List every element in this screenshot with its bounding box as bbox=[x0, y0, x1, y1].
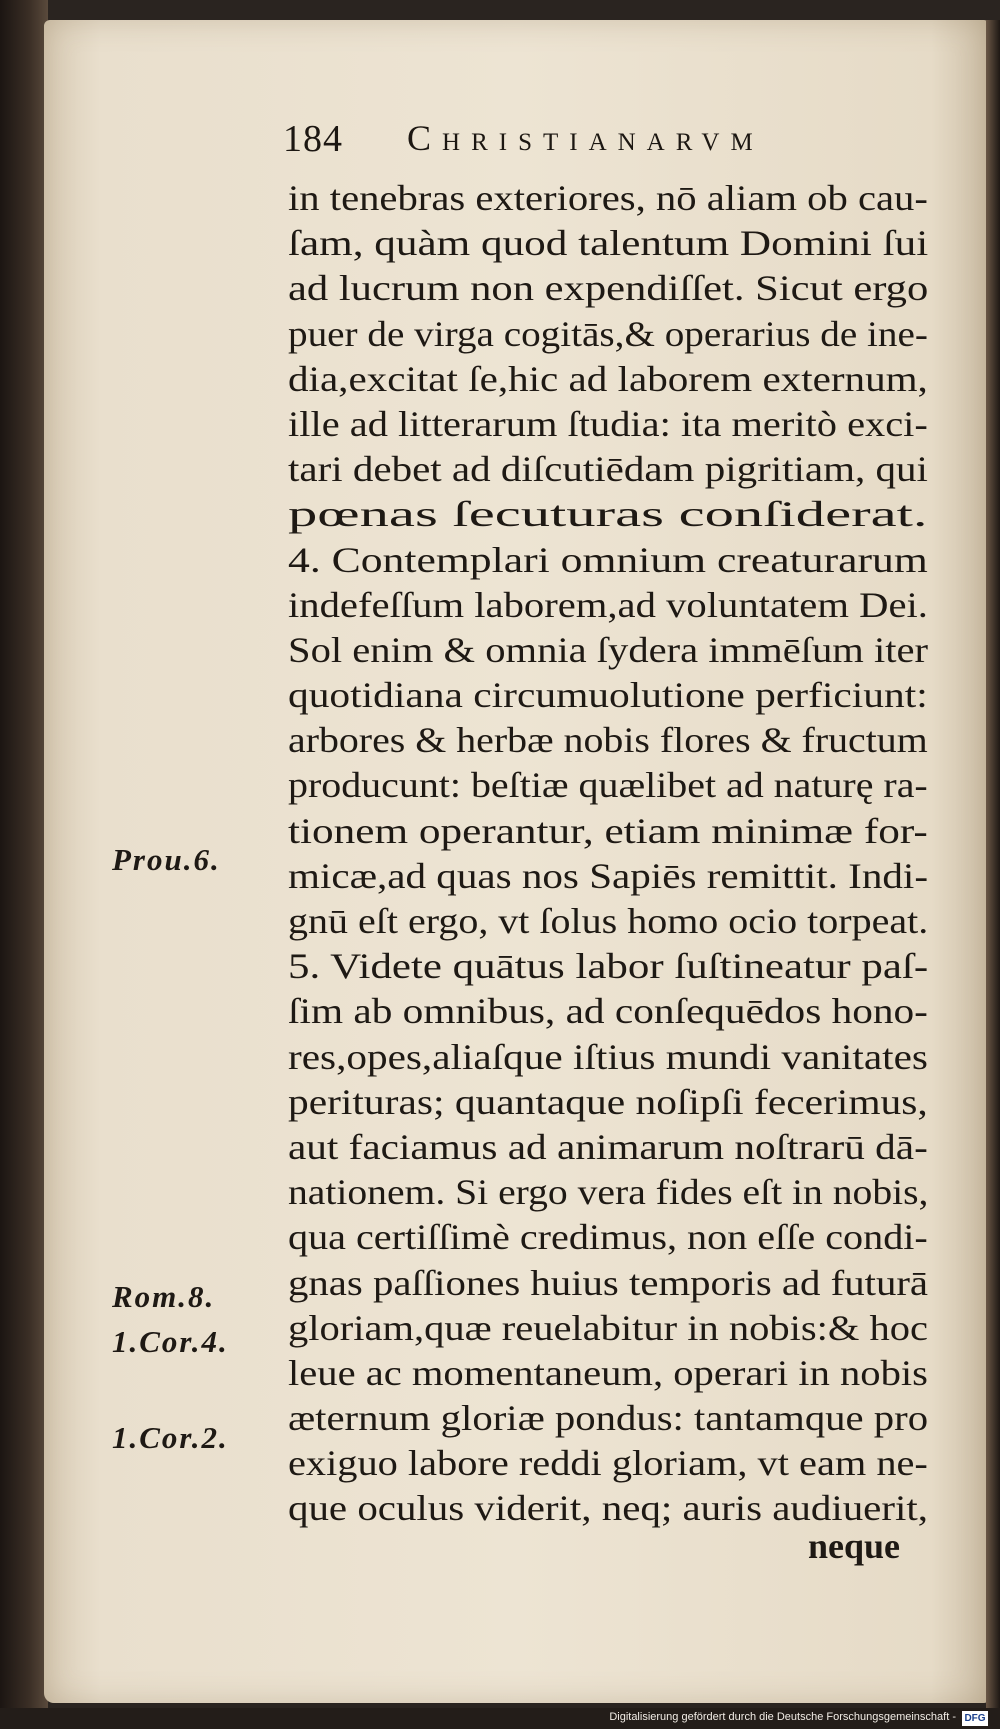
text-line: quotidiana circumuolutione perficiunt: bbox=[288, 675, 928, 716]
running-title: Christianarvm bbox=[407, 118, 764, 158]
text-line: tari debet ad diſcutiēdam pigritiam, qui bbox=[288, 449, 928, 490]
text-line: aut faciamus ad animarum noſtrarū dā- bbox=[288, 1126, 928, 1167]
text-line: indefeſſum laborem,ad voluntatem Dei. bbox=[288, 584, 928, 625]
text-line: leue ac momentaneum, operari in nobis bbox=[288, 1352, 928, 1393]
text-line: ad lucrum non expendiſſet. Sicut ergo bbox=[288, 268, 929, 309]
text-line: gloriam,quæ reuelabitur in nobis:& hoc bbox=[288, 1307, 929, 1348]
page-edge-shadow bbox=[986, 20, 1000, 1710]
text-line: perituras; quantaque noſipſi fecerimus, bbox=[288, 1081, 928, 1122]
text-line: puer de virga cogitās,& operarius de ine- bbox=[288, 313, 928, 354]
footer-credit: Digitalisierung gefördert durch die Deutsche Forschungsgemeinschaft - bbox=[609, 1711, 956, 1723]
text-line: Sol enim & omnia ſydera immēſum iter bbox=[288, 629, 929, 670]
text-line: pœnas ſecuturas conſiderat. bbox=[288, 494, 928, 535]
text-line: tionem operantur, etiam minimæ for- bbox=[288, 810, 928, 851]
text-line: micæ,ad quas nos Sapiēs remittit. Indi- bbox=[288, 855, 929, 896]
text-line: exiguo labore reddi gloriam, vt eam ne- bbox=[288, 1443, 928, 1484]
marginal-note: Rom.8. bbox=[112, 1279, 216, 1314]
text-line: ille ad litterarum ſtudia: ita meritò exci- bbox=[288, 403, 928, 444]
text-line: res,opes,aliaſque iſtius mundi vanitates bbox=[288, 1036, 928, 1077]
text-line: gnū eſt ergo, vt ſolus homo ocio torpeat. bbox=[288, 901, 929, 941]
text-line: arbores & herbæ nobis flores & fructum bbox=[288, 720, 928, 761]
text-line: 5. Videte quātus labor ſuſtineatur paſ- bbox=[288, 946, 929, 987]
marginal-note: Prou.6. bbox=[112, 842, 221, 877]
catchword: neque bbox=[808, 1526, 901, 1566]
text-line: gnas paſſiones huius temporis ad futurā bbox=[288, 1262, 929, 1303]
text-line: dia,excitat ſe,hic ad laborem externum, bbox=[288, 358, 928, 399]
text-line: que oculus viderit, neq; auris audiuerit, bbox=[288, 1488, 928, 1529]
text-line: ſam, quàm quod talentum Domini ſui bbox=[288, 223, 929, 264]
text-line: ſim ab omnibus, ad conſequēdos hono- bbox=[288, 991, 928, 1032]
text-line: nationem. Si ergo vera fides eſt in nobis, bbox=[288, 1172, 929, 1213]
page-number: 184 bbox=[283, 118, 343, 160]
marginal-note: 1.Cor.4. bbox=[112, 1324, 229, 1359]
text-line: producunt: beſtiæ quælibet ad naturę ra- bbox=[288, 765, 928, 806]
text-line: in tenebras exteriores, nō aliam ob cau- bbox=[288, 178, 928, 218]
text-line: æternum gloriæ pondus: tantamque pro bbox=[288, 1398, 929, 1439]
marginal-note: 1.Cor.2. bbox=[112, 1420, 229, 1455]
text-line: 4. Contemplari omnium creaturarum bbox=[288, 539, 928, 580]
page-header bbox=[283, 117, 903, 161]
text-line: qua certiſſimè credimus, non eſſe condi- bbox=[288, 1217, 928, 1258]
scan-background-left bbox=[0, 0, 48, 1729]
main-text bbox=[288, 176, 948, 1532]
dfg-logo: DFG bbox=[962, 1711, 988, 1726]
